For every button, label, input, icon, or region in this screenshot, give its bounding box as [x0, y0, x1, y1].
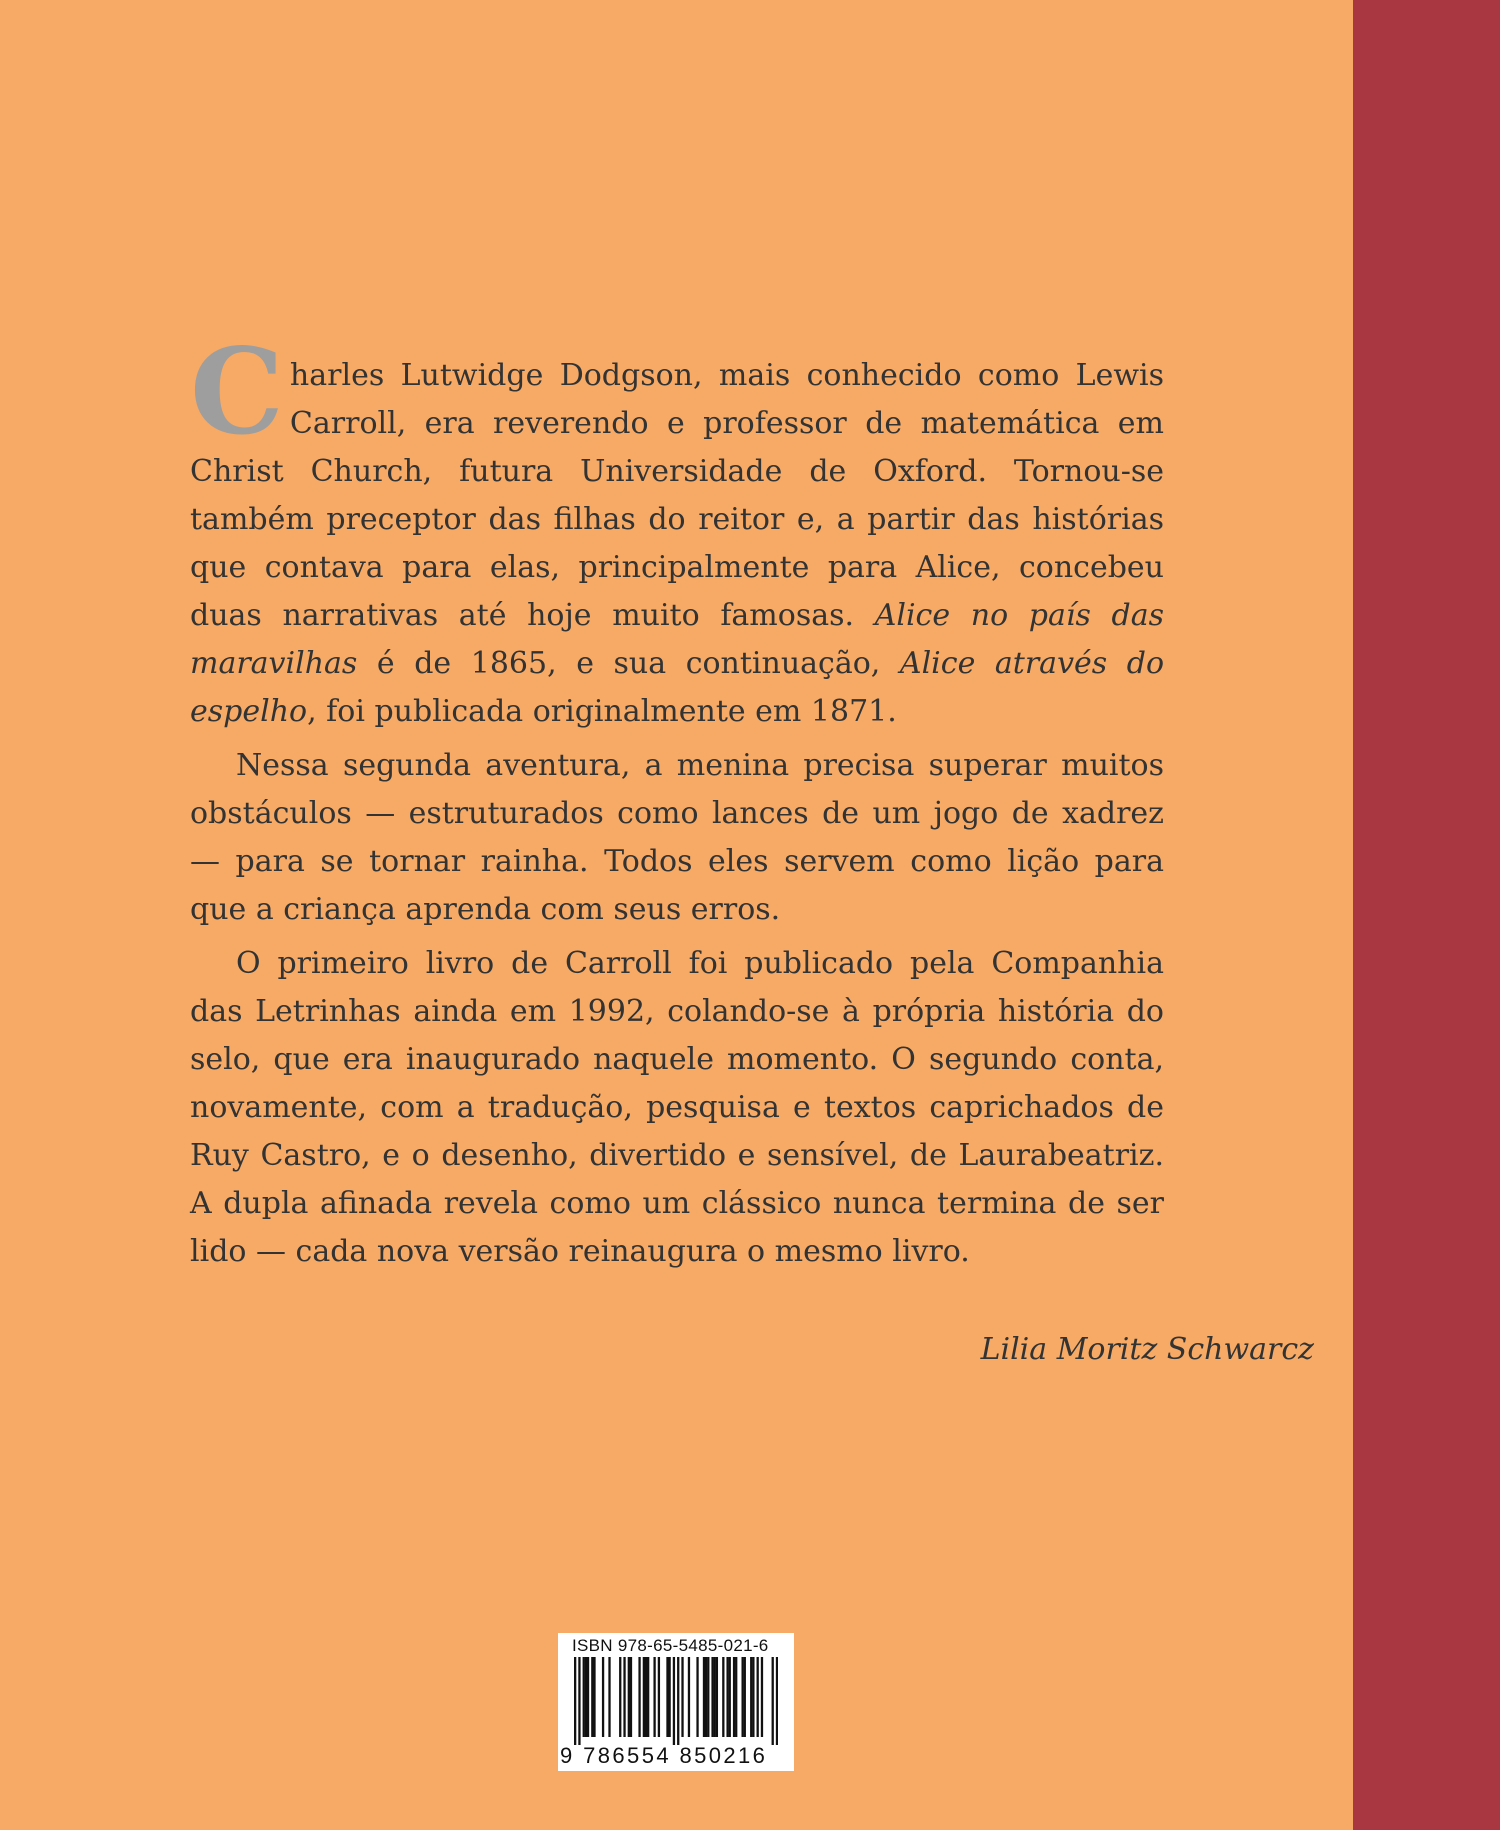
barcode-graphic	[574, 1657, 778, 1745]
barcode-bar	[658, 1657, 660, 1737]
blurb-p1-end: , foi publicada originalmente em 1871.	[307, 694, 897, 729]
blurb-p1-text: Charles Lutwidge Dodgson, mais conhecido como Lewis Carroll, era reverendo e professor de matemática em Christ Church, futura Universidade de Oxford. Tornou-se também preceptor das filhas do reitor e, a partir das histórias que contava para elas, principalmente para Alice, concebeu duas narrativas até hoje muito famosas.	[190, 322, 1164, 633]
blurb-text	[190, 322, 1165, 1282]
barcode-bar	[750, 1657, 752, 1737]
barcode-bar	[645, 1657, 647, 1737]
author-signature: Lilia Moritz Schwarcz	[980, 1332, 1314, 1367]
barcode-bar	[591, 1657, 593, 1737]
barcode-bar	[628, 1657, 630, 1737]
book-title-looking-glass: Alice através do espelho	[190, 646, 1165, 729]
book-title-wonderland: Alice no país das maravilhas	[190, 598, 1164, 681]
barcode-bar	[593, 1657, 595, 1737]
barcode-bar	[707, 1657, 709, 1737]
barcode-bars	[574, 1657, 778, 1745]
barcode-bar	[744, 1657, 746, 1737]
barcode-bar	[776, 1657, 778, 1745]
blurb-paragraph-3: O primeiro livro de Carroll foi publicado pela Companhia das Letrinhas ainda em 1992, colando-se à própria história do selo, que era inaugurado naquele momento. O segundo conta, novamente, com a tradução, pesquisa e textos caprichados de Ruy Castro, e o desenho, divertido e sensível, de Laurabeatriz. A dupla afinada revela como um clássico nunca termina de ser lido — cada nova versão reinaugura o mesmo livro.	[190, 946, 1164, 1269]
barcode-bar	[752, 1657, 754, 1737]
barcode-bar	[583, 1657, 585, 1737]
barcode-bar	[703, 1657, 705, 1737]
barcode-bar	[623, 1657, 625, 1737]
barcode-bar	[735, 1657, 737, 1737]
barcode-bar	[643, 1657, 645, 1737]
barcode-digits: 9 786554 850216	[560, 1743, 768, 1768]
barcode-bar	[668, 1657, 670, 1737]
barcode-bar	[696, 1657, 698, 1737]
blurb-paragraph-1	[190, 322, 1165, 736]
barcode-bar	[757, 1657, 759, 1737]
barcode-bar	[673, 1657, 675, 1745]
barcode-bar	[647, 1657, 649, 1737]
barcode-bar	[666, 1657, 668, 1737]
blurb-p1-mid: é de 1865, e sua continuação,	[357, 646, 900, 681]
book-spine	[1353, 0, 1500, 1830]
barcode-bar	[688, 1657, 690, 1737]
isbn-barcode	[558, 1633, 794, 1771]
barcode-bar	[729, 1657, 731, 1737]
barcode-bar	[681, 1657, 683, 1737]
barcode-bar	[741, 1657, 743, 1737]
barcode-bar	[722, 1657, 724, 1737]
barcode-bar	[630, 1657, 632, 1737]
barcode-bar	[574, 1657, 576, 1745]
barcode-bar	[761, 1657, 763, 1737]
barcode-bar	[608, 1657, 610, 1737]
barcode-bar	[733, 1657, 735, 1737]
barcode-bar	[638, 1657, 640, 1737]
barcode-bar	[587, 1657, 589, 1737]
barcode-bar	[705, 1657, 707, 1737]
barcode-bar	[578, 1657, 580, 1745]
barcode-bar	[653, 1657, 655, 1737]
isbn-label: ISBN 978-65-5485-021-6	[572, 1636, 769, 1655]
barcode-bar	[677, 1657, 679, 1745]
barcode-bar	[772, 1657, 774, 1745]
barcode-bar	[714, 1657, 716, 1737]
barcode-bar	[602, 1657, 604, 1737]
barcode-bar	[619, 1657, 621, 1737]
barcode-bar	[585, 1657, 587, 1737]
barcode-bar	[711, 1657, 713, 1737]
barcode-bar	[726, 1657, 728, 1737]
blurb-paragraph-2: Nessa segunda aventura, a menina precisa superar muitos obstáculos — estruturados como lances de um jogo de xadrez — para se tornar rainha. Todos eles servem como lição para que a criança aprenda com seus erros.	[190, 748, 1164, 927]
barcode-bar	[716, 1657, 718, 1737]
